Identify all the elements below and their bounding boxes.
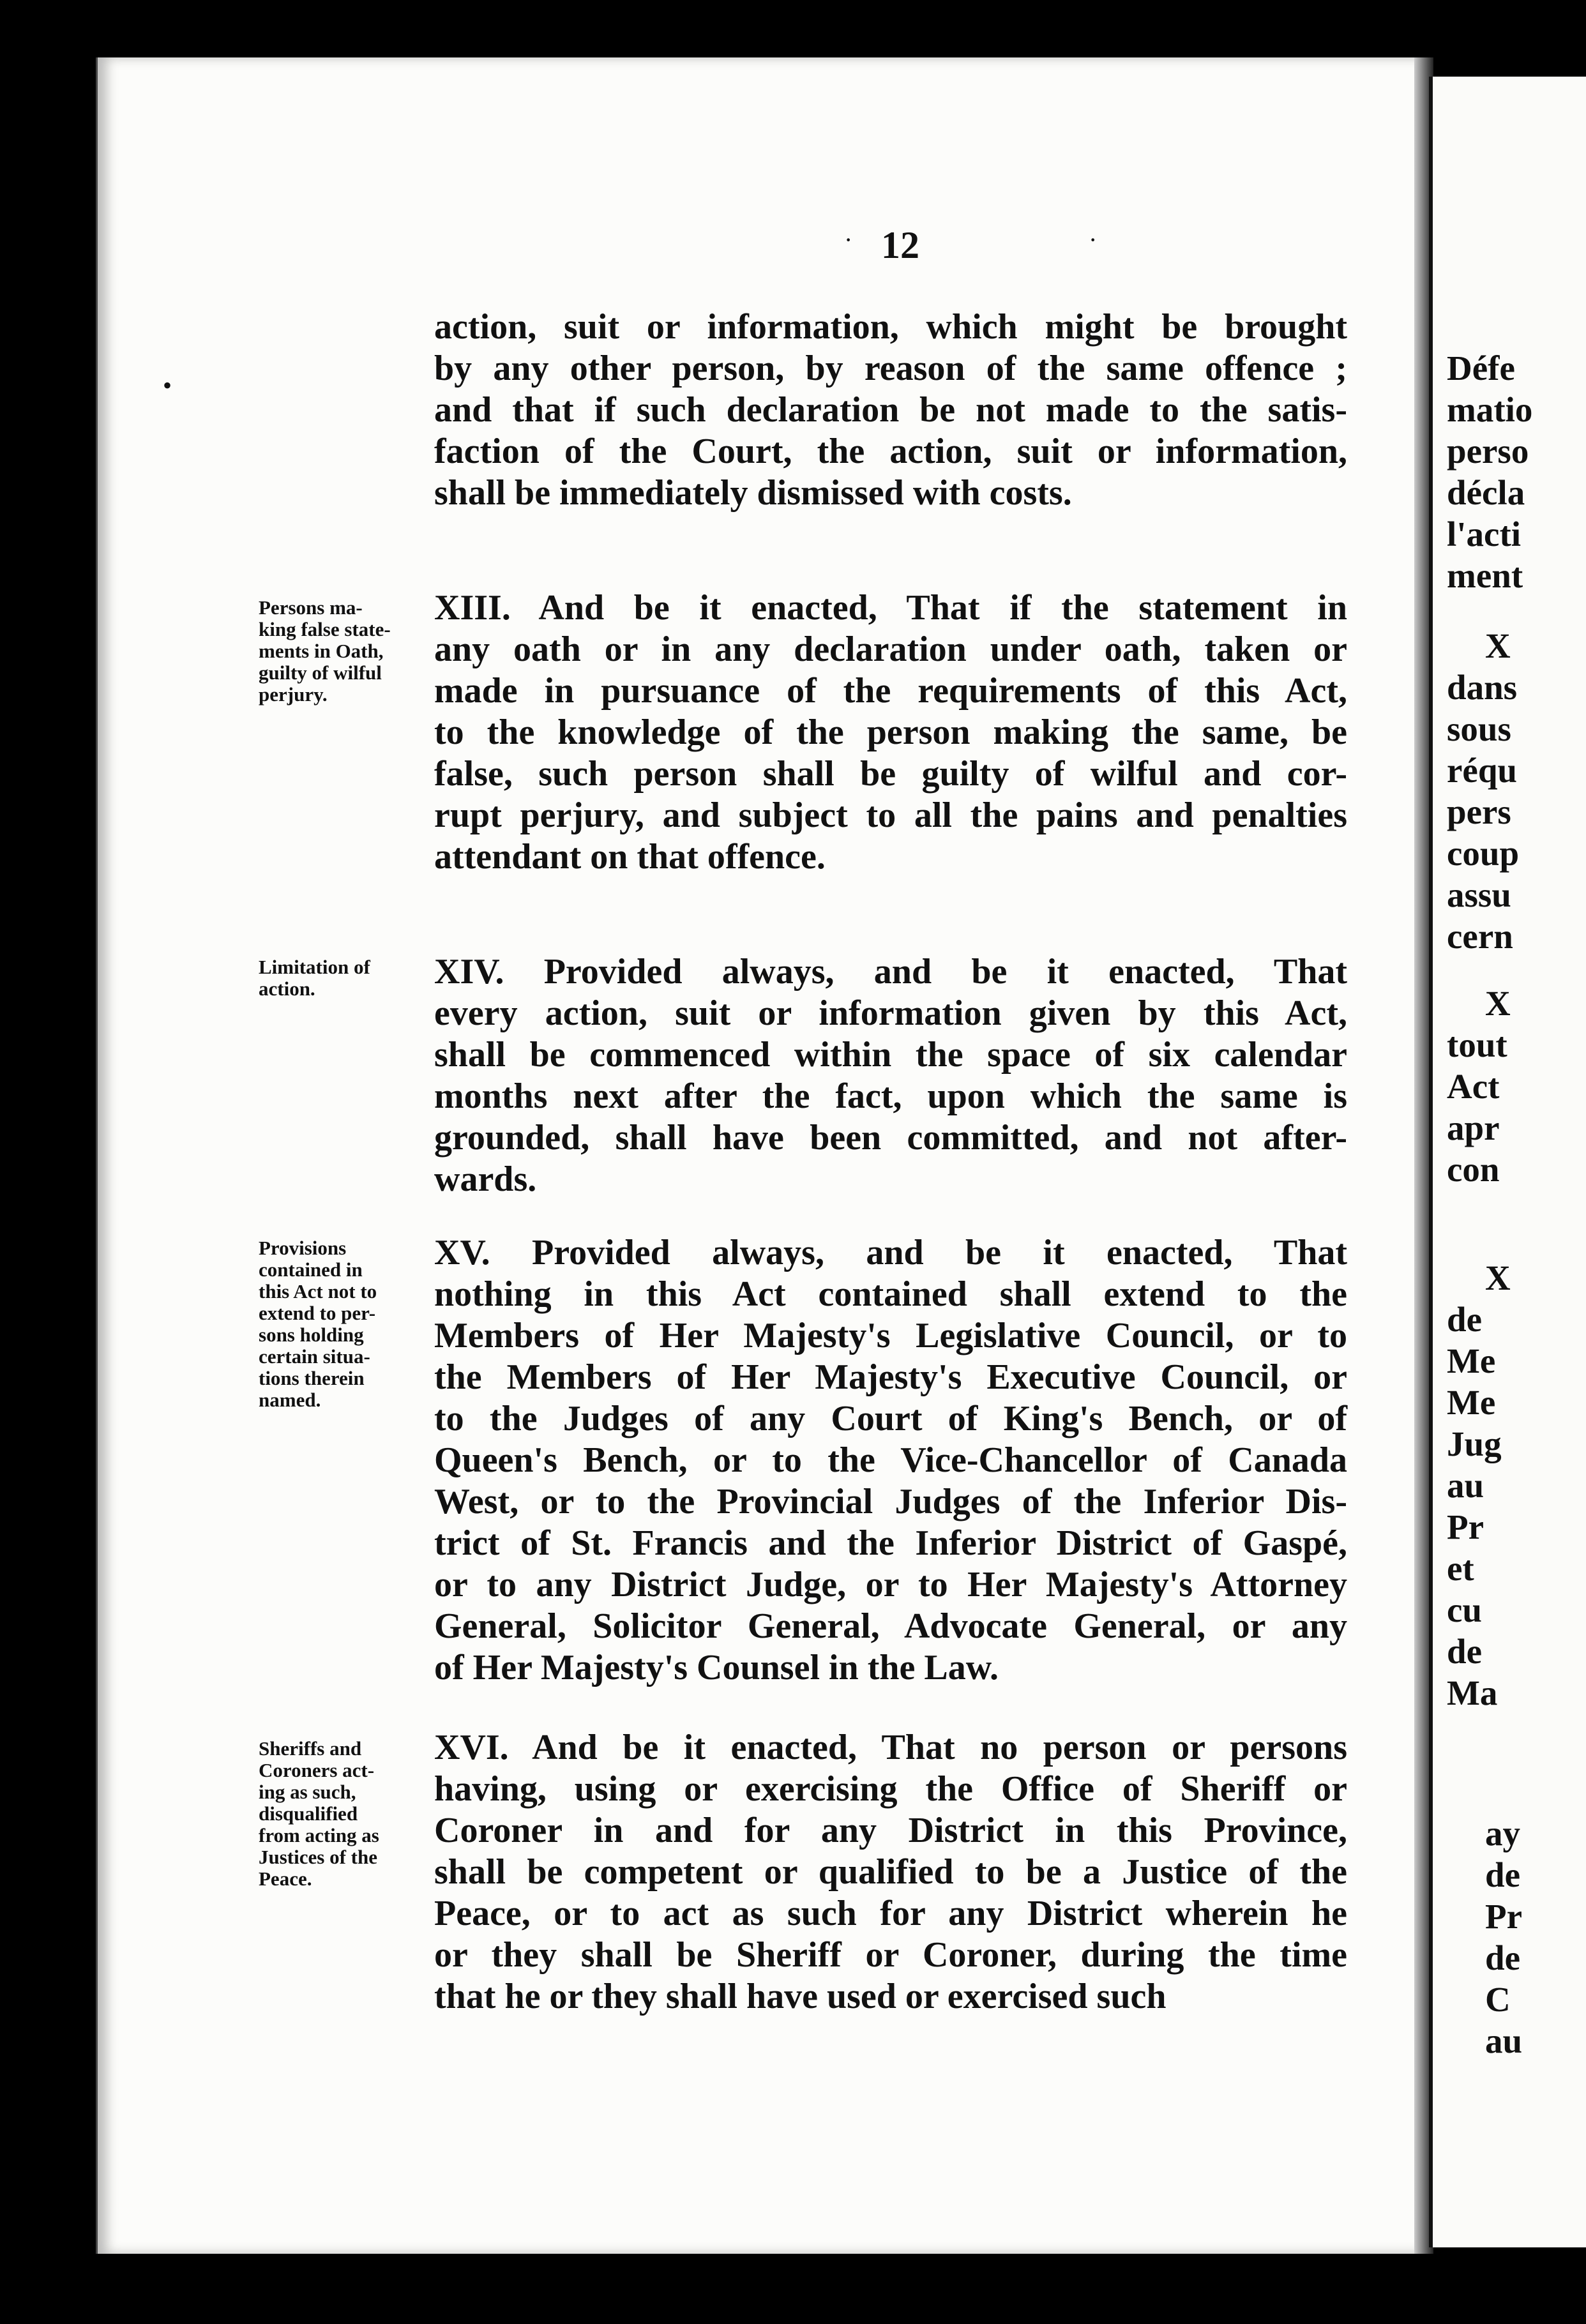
facing-page bbox=[1429, 77, 1586, 2247]
margin-note-line: named. bbox=[259, 1389, 321, 1411]
paragraph-section-16 bbox=[434, 1727, 1347, 2018]
text-line: nothing in this Act contained shall extend to the bbox=[434, 1274, 1347, 1314]
facing-page-fragment: décla bbox=[1447, 473, 1525, 512]
margin-note-sheriffs bbox=[259, 1738, 434, 1890]
text-line: wards. bbox=[434, 1159, 537, 1199]
text-line: or to any District Judge, or to Her Majesty's Attorney bbox=[434, 1565, 1347, 1604]
text-line: any oath or in any declaration under oath, taken or bbox=[434, 630, 1347, 669]
margin-note-line: ing as such, bbox=[259, 1781, 356, 1803]
printer-mark: • bbox=[163, 371, 172, 400]
facing-page-fragment: con bbox=[1447, 1150, 1500, 1189]
margin-note-line: disqualified bbox=[259, 1802, 358, 1825]
facing-page-fragment: Me bbox=[1447, 1341, 1496, 1380]
facing-page-fragment: de bbox=[1485, 1855, 1520, 1894]
facing-page-fragment: dans bbox=[1447, 668, 1518, 707]
text-line: and that if such declaration be not made to the satis- bbox=[434, 390, 1347, 430]
facing-page-fragment: Act bbox=[1447, 1067, 1500, 1106]
text-line: false, such person shall be guilty of wilful and cor- bbox=[434, 754, 1347, 794]
text-line: Queen's Bench, or to the Vice-Chancellor of Canada bbox=[434, 1440, 1347, 1480]
printer-mark: · bbox=[844, 225, 853, 254]
facing-page-fragment: Me bbox=[1447, 1383, 1496, 1422]
text-line: trict of St. Francis and the Inferior District of Gaspé, bbox=[434, 1523, 1347, 1563]
text-line: or they shall be Sheriff or Coroner, during the time bbox=[434, 1935, 1347, 1975]
facing-page-fragment: de bbox=[1447, 1632, 1482, 1671]
text-line: every action, suit or information given by this Act, bbox=[434, 993, 1347, 1033]
facing-page-fragment: sous bbox=[1447, 709, 1511, 748]
margin-note-line: Justices of the bbox=[259, 1846, 377, 1868]
facing-page-fragment: et bbox=[1447, 1549, 1474, 1588]
margin-note-line: Persons ma- bbox=[259, 596, 363, 619]
paragraph-section-14 bbox=[434, 951, 1347, 1200]
margin-note-line: perjury. bbox=[259, 683, 328, 706]
page-number: 12 bbox=[881, 224, 919, 266]
facing-page-fragment: tout bbox=[1447, 1025, 1507, 1064]
facing-page-fragment: l'acti bbox=[1447, 515, 1522, 554]
text-line: West, or to the Provincial Judges of the Inferior Dis- bbox=[434, 1482, 1347, 1521]
text-line: attendant on that offence. bbox=[434, 837, 826, 877]
facing-page-fragment: de bbox=[1485, 1938, 1520, 1977]
margin-note-line: contained in bbox=[259, 1258, 363, 1281]
facing-page-fragment: Pr bbox=[1485, 1897, 1523, 1936]
facing-page-fragment: matio bbox=[1447, 390, 1533, 429]
text-line: grounded, shall have been committed, and not after- bbox=[434, 1118, 1347, 1158]
facing-page-fragment: perso bbox=[1447, 432, 1529, 471]
margin-note-line: guilty of wilful bbox=[259, 661, 382, 684]
text-line: made in pursuance of the requirements of this Act, bbox=[434, 671, 1347, 711]
text-line: shall be commenced within the space of six calendar bbox=[434, 1035, 1347, 1075]
text-line: months next after the fact, upon which the same is bbox=[434, 1076, 1347, 1116]
text-line: to the Judges of any Court of King's Bench, or of bbox=[434, 1399, 1347, 1438]
margin-note-provisions bbox=[259, 1237, 434, 1411]
margin-note-line: Provisions bbox=[259, 1237, 347, 1259]
text-line: by any other person, by reason of the same offence ; bbox=[434, 349, 1347, 388]
facing-page-fragment: au bbox=[1485, 2021, 1523, 2060]
margin-note-limitation bbox=[259, 956, 434, 1000]
facing-page-fragment: cern bbox=[1447, 917, 1513, 956]
facing-page-fragment: apr bbox=[1447, 1108, 1500, 1147]
text-line: XV. Provided always, and be it enacted, That bbox=[434, 1233, 1347, 1272]
text-line: XIII. And be it enacted, That if the statement in bbox=[434, 588, 1347, 628]
text-line: Members of Her Majesty's Legislative Council, or to bbox=[434, 1316, 1347, 1355]
facing-page-fragment: X bbox=[1485, 1258, 1511, 1297]
text-line: XIV. Provided always, and be it enacted, That bbox=[434, 952, 1347, 992]
text-line: shall be competent or qualified to be a Justice of the bbox=[434, 1852, 1347, 1892]
text-line: faction of the Court, the action, suit or information, bbox=[434, 432, 1347, 471]
margin-note-line: certain situa- bbox=[259, 1345, 370, 1368]
facing-page-fragment: de bbox=[1447, 1300, 1482, 1339]
text-line: XVI. And be it enacted, That no person or persons bbox=[434, 1728, 1347, 1767]
facing-page-fragment: ay bbox=[1485, 1814, 1520, 1853]
text-line: shall be immediately dismissed with costs. bbox=[434, 473, 1072, 513]
text-line: of Her Majesty's Counsel in the Law. bbox=[434, 1648, 999, 1687]
paragraph-section-13 bbox=[434, 587, 1347, 878]
paragraph-continuation bbox=[434, 306, 1347, 514]
text-line: having, using or exercising the Office of Sheriff or bbox=[434, 1769, 1347, 1809]
printer-mark: · bbox=[1089, 225, 1098, 254]
facing-page-fragment: réqu bbox=[1447, 751, 1517, 790]
margin-note-line: Peace. bbox=[259, 1867, 312, 1890]
facing-page-fragment: cu bbox=[1447, 1590, 1482, 1629]
margin-note-line: Sheriffs and bbox=[259, 1737, 362, 1760]
text-line: rupt perjury, and subject to all the pains and penalties bbox=[434, 796, 1347, 835]
margin-note-false-statements bbox=[259, 597, 434, 706]
margin-note-line: sons holding bbox=[259, 1324, 364, 1346]
facing-page-fragment: pers bbox=[1447, 792, 1511, 831]
margin-note-line: this Act not to bbox=[259, 1280, 377, 1302]
text-line: Coroner in and for any District in this Province, bbox=[434, 1811, 1347, 1850]
text-line: that he or they shall have used or exercised such bbox=[434, 1977, 1167, 2016]
margin-note-line: action. bbox=[259, 977, 315, 1000]
facing-page-fragment: Jug bbox=[1447, 1424, 1502, 1463]
text-line: action, suit or information, which might be brought bbox=[434, 307, 1347, 347]
facing-page-fragment: X bbox=[1485, 984, 1511, 1023]
text-line: General, Solicitor General, Advocate General, or any bbox=[434, 1606, 1347, 1646]
margin-note-line: Coroners act- bbox=[259, 1759, 375, 1781]
facing-page-fragment: Défe bbox=[1447, 349, 1515, 388]
facing-page-fragment: Pr bbox=[1447, 1507, 1484, 1546]
margin-note-line: king false state- bbox=[259, 618, 391, 640]
facing-page-fragment: Ma bbox=[1447, 1673, 1498, 1712]
facing-page-fragment: C bbox=[1485, 1980, 1511, 2019]
facing-page-fragment: ment bbox=[1447, 556, 1523, 595]
margin-note-line: extend to per- bbox=[259, 1302, 376, 1324]
facing-page-fragment: coup bbox=[1447, 834, 1520, 873]
facing-page-fragment: X bbox=[1485, 626, 1511, 665]
text-line: the Members of Her Majesty's Executive Council, or bbox=[434, 1357, 1347, 1397]
margin-note-line: Limitation of bbox=[259, 956, 370, 978]
paragraph-section-15 bbox=[434, 1232, 1347, 1689]
margin-note-line: from acting as bbox=[259, 1824, 379, 1846]
text-line: Peace, or to act as such for any District wherein he bbox=[434, 1894, 1347, 1933]
text-line: to the knowledge of the person making the same, be bbox=[434, 713, 1347, 752]
margin-note-line: ments in Oath, bbox=[259, 640, 384, 662]
facing-page-fragment: assu bbox=[1447, 875, 1511, 914]
margin-note-line: tions therein bbox=[259, 1367, 365, 1389]
facing-page-fragment: au bbox=[1447, 1466, 1484, 1505]
